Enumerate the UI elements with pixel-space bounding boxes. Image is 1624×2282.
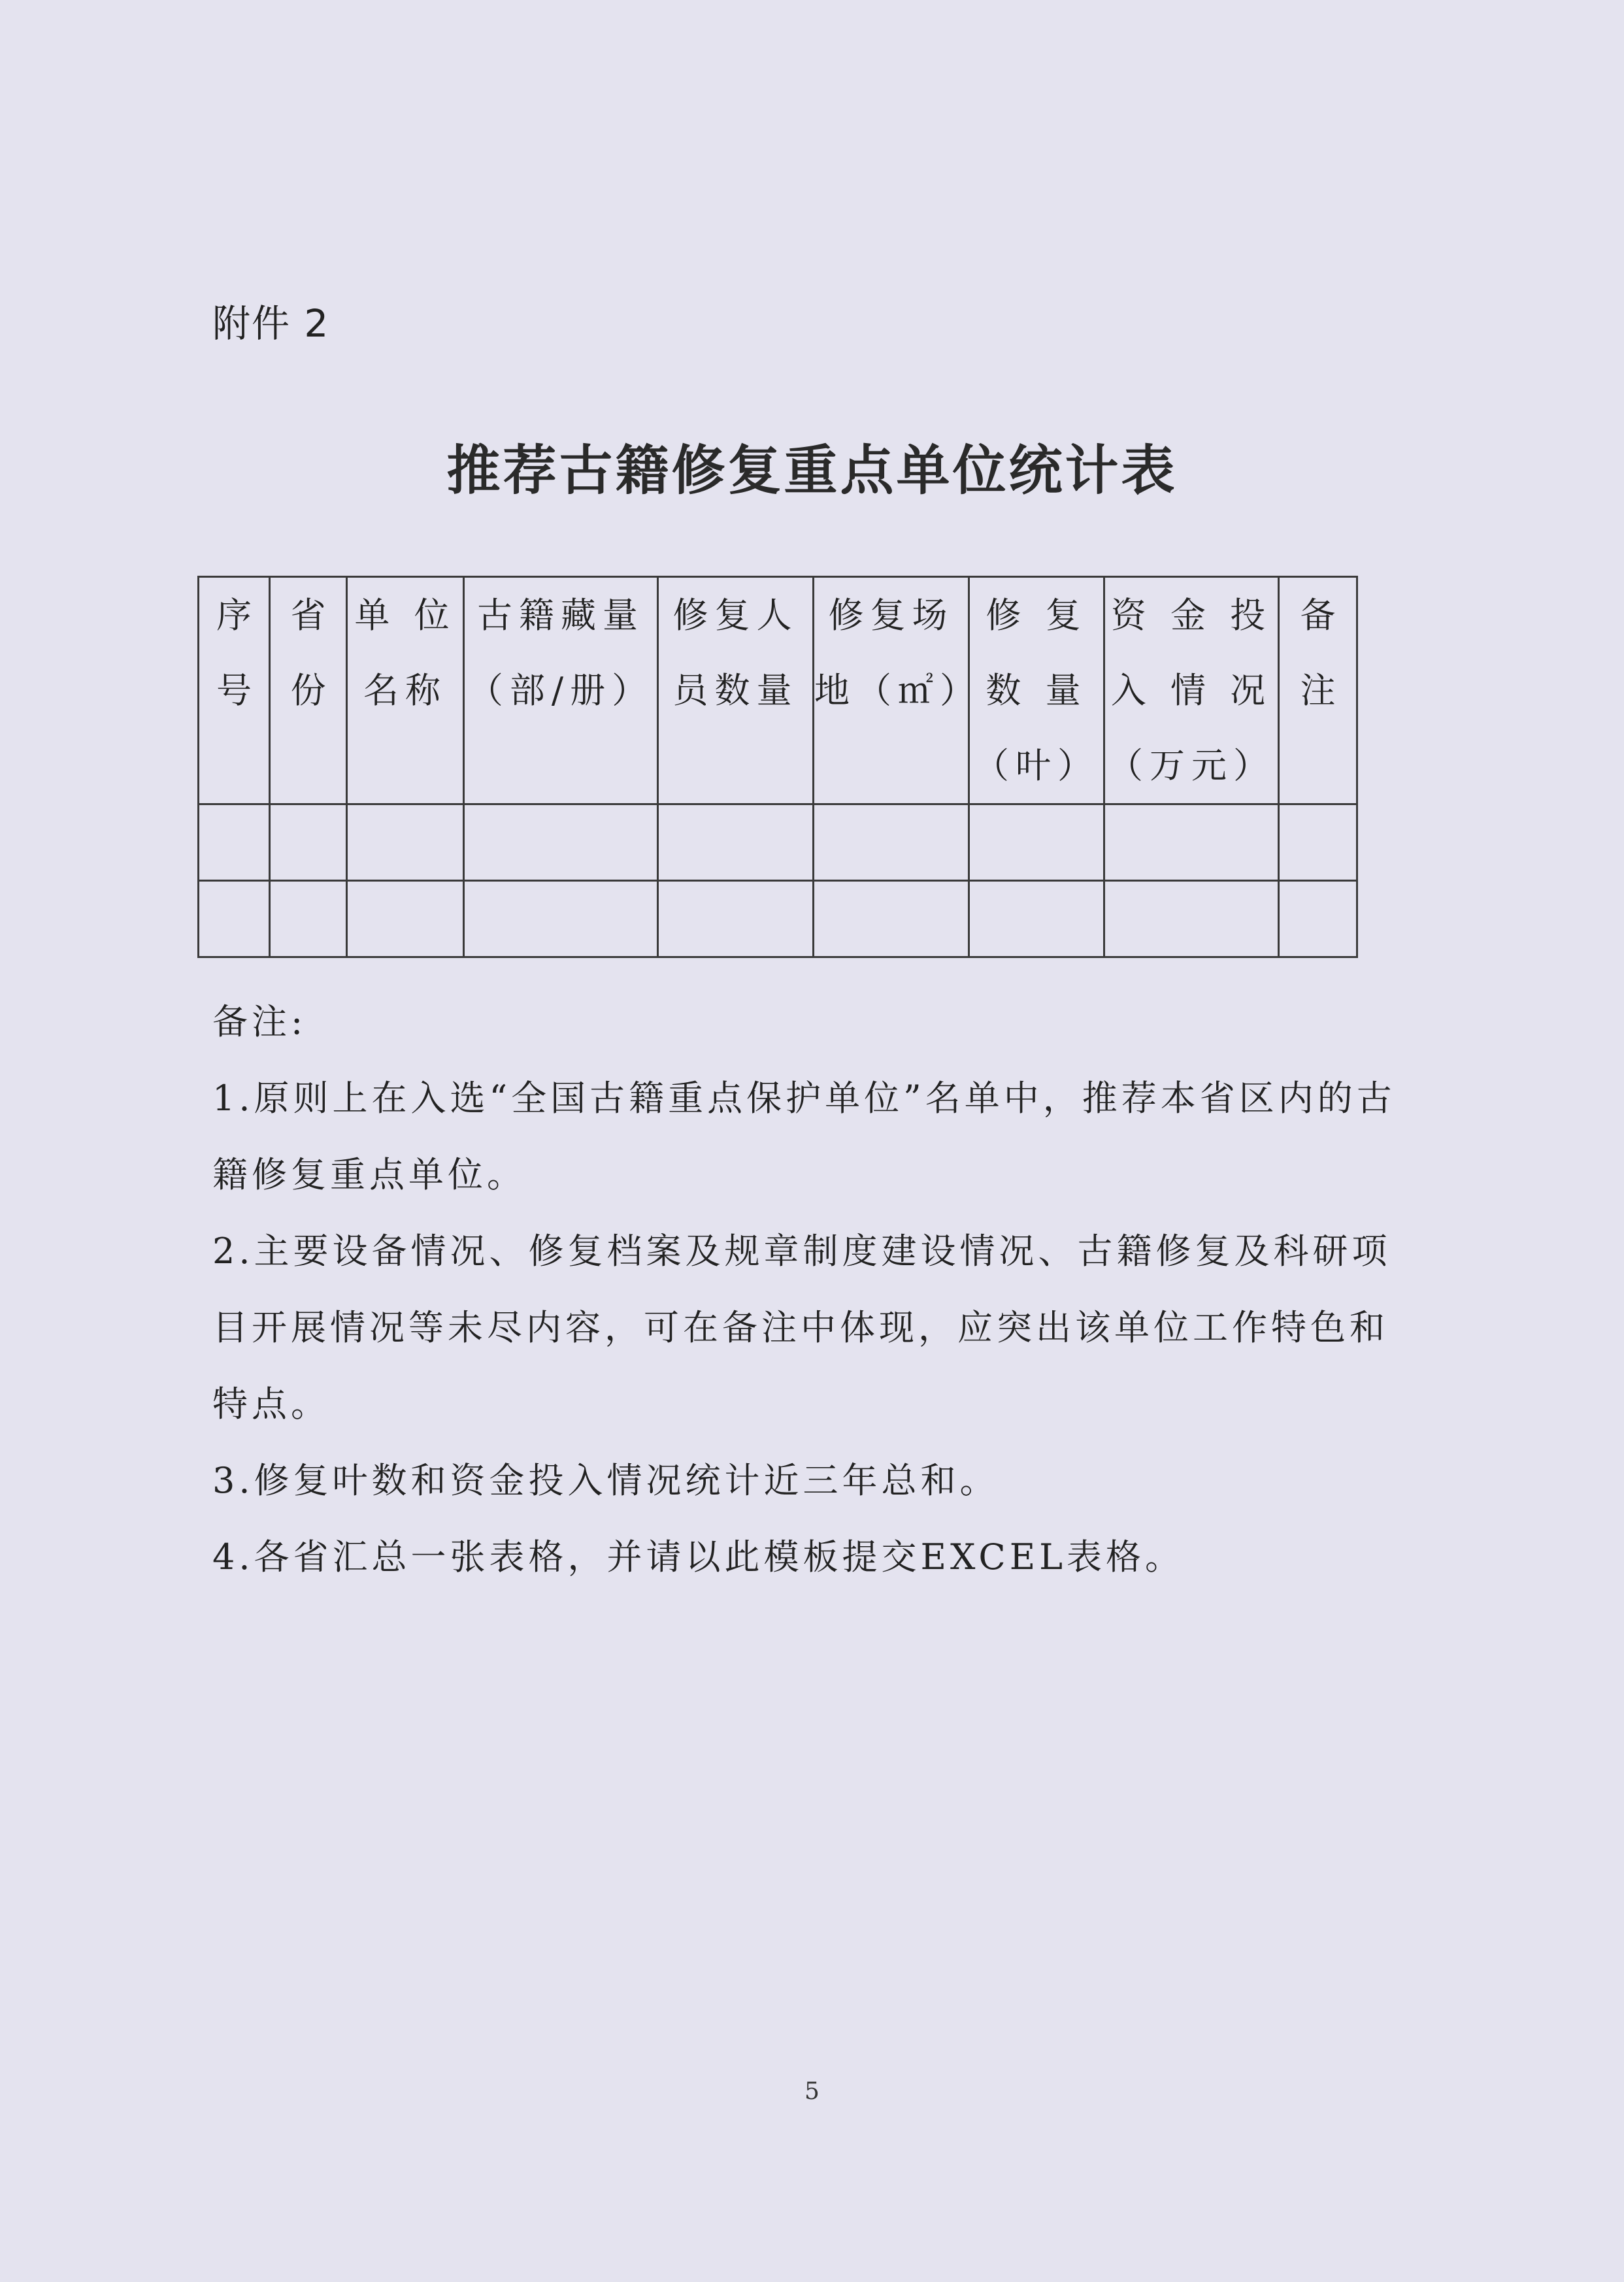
header-unit-name	[347, 577, 464, 804]
table-cell	[658, 881, 814, 957]
table-cell	[464, 881, 658, 957]
header-line: 修 复	[986, 595, 1087, 636]
header-line: 员数量	[672, 670, 799, 711]
note-item: 4.各省汇总一张表格，并请以此模板提交EXCEL表格。	[212, 1536, 1185, 1578]
header-line: 入 情 况	[1110, 670, 1272, 711]
table-cell	[1104, 881, 1279, 957]
header-line: 单 位	[354, 595, 456, 636]
table-cell	[270, 881, 347, 957]
header-line: 注	[1300, 670, 1336, 711]
header-line: （叶）	[974, 745, 1099, 786]
header-funding-input	[1104, 577, 1279, 804]
table-cell	[1104, 804, 1279, 881]
table-cell	[1279, 804, 1357, 881]
table-cell	[347, 881, 464, 957]
note-item: 1.原则上在入选“全国古籍重点保护单位”名单中，推荐本省区内的古籍修复重点单位。	[212, 1078, 1396, 1195]
statistics-table	[197, 576, 1358, 958]
table-cell	[199, 881, 270, 957]
header-collection-volume	[464, 577, 658, 804]
page-number: 5	[804, 2078, 820, 2105]
notes-heading: 备注:	[212, 1001, 307, 1042]
table-cell	[658, 804, 814, 881]
table-cell	[814, 881, 969, 957]
table-cell	[347, 804, 464, 881]
header-serial-number	[199, 577, 270, 804]
header-line: （万元）	[1108, 745, 1275, 786]
table-cell	[814, 804, 969, 881]
table-header-row	[199, 577, 1357, 804]
notes-section	[212, 984, 1408, 1595]
header-restoration-staff	[658, 577, 814, 804]
header-line: 备	[1300, 595, 1336, 636]
document-title: 推荐古籍修复重点单位统计表	[446, 439, 1178, 502]
header-line: 份	[290, 670, 326, 711]
header-remarks	[1279, 577, 1357, 804]
header-line: （部/册）	[467, 670, 654, 711]
table-cell	[969, 804, 1104, 881]
header-province	[270, 577, 347, 804]
header-line: 修复场	[828, 595, 954, 636]
table-row	[199, 881, 1357, 957]
header-line: 修复人	[672, 595, 799, 636]
header-line: 序	[216, 595, 252, 636]
header-line: 号	[216, 670, 252, 711]
attachment-label: 附件 2	[212, 301, 330, 346]
header-line: 省	[290, 595, 326, 636]
header-restored-leaves	[969, 577, 1104, 804]
header-line: 古籍藏量	[477, 595, 644, 636]
header-line: 资 金 投	[1110, 595, 1272, 636]
table-cell	[270, 804, 347, 881]
note-item: 2.主要设备情况、修复档案及规章制度建设情况、古籍修复及科研项目开展情况等未尽内容，可在备注中体现，应突出该单位工作特色和特点。	[212, 1231, 1391, 1425]
table-cell	[1279, 881, 1357, 957]
table-cell	[199, 804, 270, 881]
table-cell	[969, 881, 1104, 957]
header-restoration-site-area	[814, 577, 982, 804]
note-item: 3.修复叶数和资金投入情况统计近三年总和。	[212, 1460, 999, 1501]
table-cell	[464, 804, 658, 881]
header-line: 地（㎡）	[814, 670, 982, 711]
header-line: 数 量	[986, 670, 1087, 711]
table-row	[199, 804, 1357, 881]
header-line: 名称	[363, 670, 447, 711]
